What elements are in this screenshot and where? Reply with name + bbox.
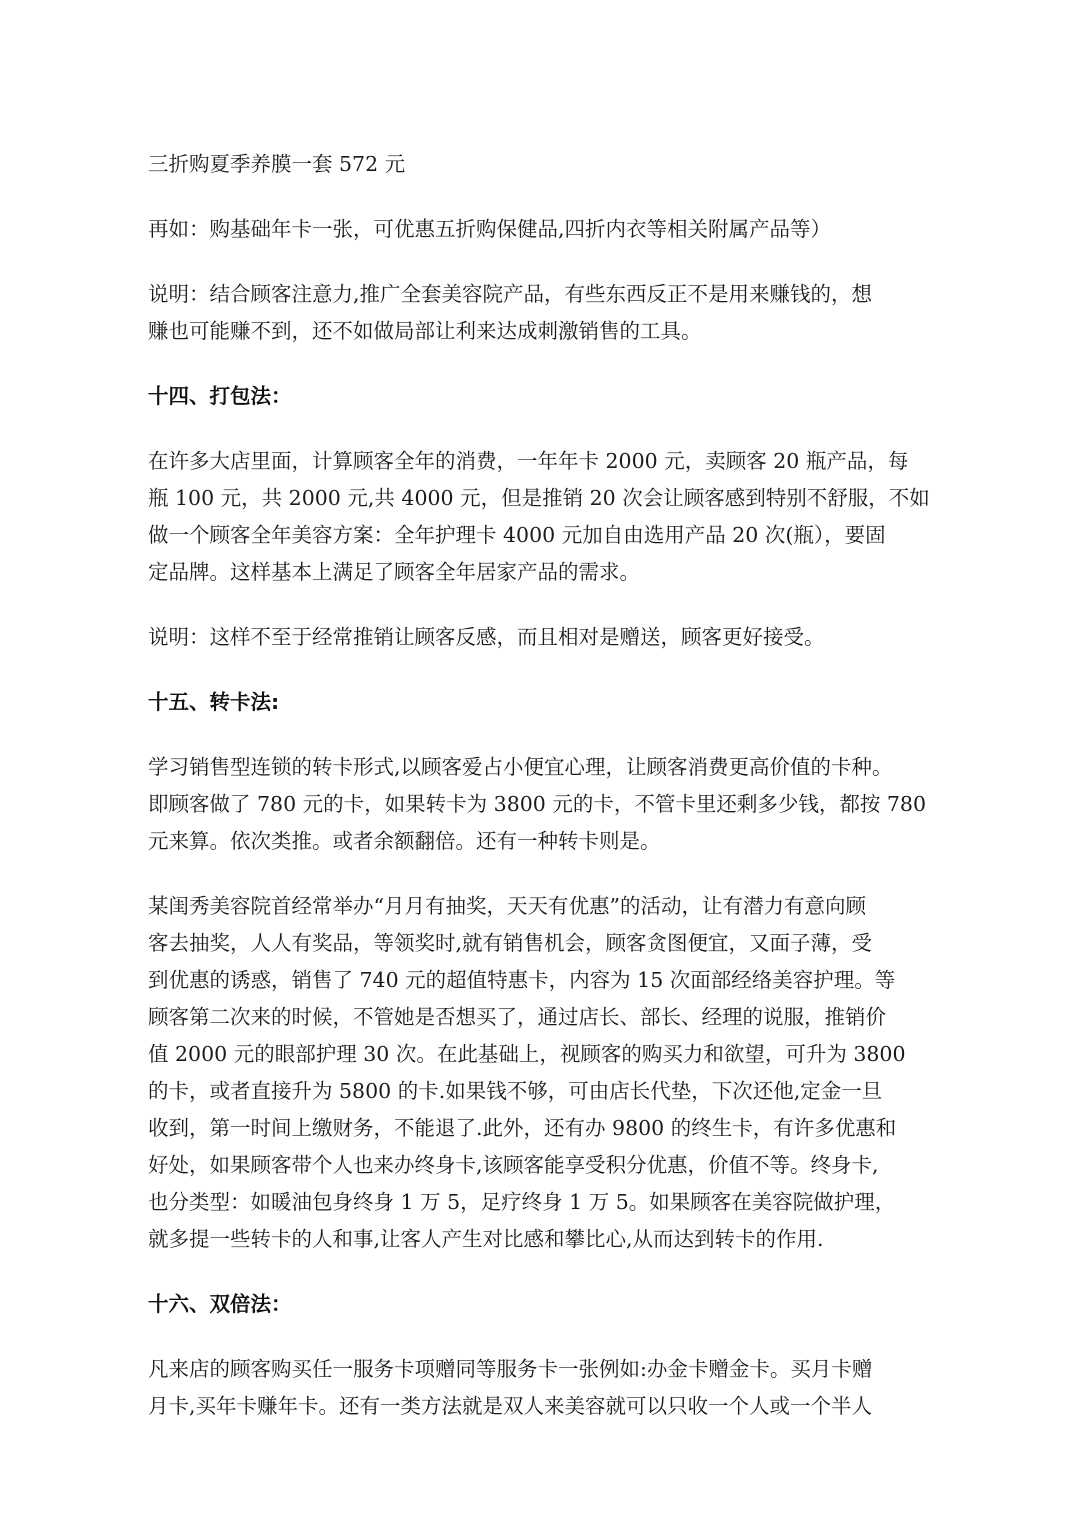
text-line: 说明：这样不至于经常推销让顾客反感，而且相对是赠送，顾客更好接受。: [148, 625, 825, 649]
text-line: 凡来店的顾客购买任一服务卡项赠同等服务卡一张例如:办金卡赠金卡。买月卡赠: [148, 1357, 873, 1381]
section-heading-bundle-method: [148, 378, 938, 415]
document-body: [148, 146, 938, 1453]
text-line: 说明：结合顾客注意力,推广全套美容院产品，有些东西反正不是用来赚钱的，想: [148, 282, 873, 306]
section-heading-card-transfer-method: [148, 684, 938, 721]
text-line: 顾客第二次来的时候，不管她是否想买了，通过店长、部长、经理的说服，推销价: [148, 1005, 886, 1029]
section-heading-double-method: [148, 1286, 938, 1323]
text-line: 再如：购基础年卡一张，可优惠五折购保健品,四折内衣等相关附属产品等）: [148, 217, 832, 241]
text-line: 值 2000 元的眼部护理 30 次。在此基础上，视顾客的购买力和欲望，可升为 3800: [148, 1042, 906, 1066]
text-line: 客去抽奖，人人有奖品，等领奖时,就有销售机会，顾客贪图便宜，又面子薄，受: [148, 931, 873, 955]
text-line: 瓶 100 元，共 2000 元,共 4000 元，但是推销 20 次会让顾客感到特别不舒服，不如: [148, 486, 930, 510]
text-line: 学习销售型连锁的转卡形式,以顾客爱占小便宜心理，让顾客消费更高价值的卡种。: [148, 755, 893, 779]
heading-text: 十五、转卡法:: [148, 690, 280, 714]
text-line: 三折购夏季养膜一套 572 元: [148, 152, 406, 176]
text-line: 月卡,买年卡赚年卡。还有一类方法就是双人来美容就可以只收一个人或一个半人: [148, 1394, 873, 1418]
text-line: 的卡，或者直接升为 5800 的卡.如果钱不够，可由店长代垫，下次还他,定金一旦: [148, 1079, 883, 1103]
paragraph-explanation-1: [148, 276, 938, 350]
text-line: 元来算。依次类推。或者余额翻倍。还有一种转卡则是。: [148, 829, 661, 853]
paragraph-bundle-method: [148, 443, 938, 591]
heading-text: 十四、打包法：: [148, 384, 292, 408]
text-line: 某闺秀美容院首经常举办“月月有抽奖，天天有优惠”的活动，让有潜力有意向顾: [148, 894, 866, 918]
text-line: 定品牌。这样基本上满足了顾客全年居家产品的需求。: [148, 560, 640, 584]
paragraph-explanation-2: [148, 619, 938, 656]
text-line: 做一个顾客全年美容方案：全年护理卡 4000 元加自由选用产品 20 次(瓶），要固: [148, 523, 886, 547]
text-line: 也分类型：如暖油包身终身 1 万 5，足疗终身 1 万 5。如果顾客在美容院做护理，: [148, 1190, 896, 1214]
text-line: 收到，第一时间上缴财务，不能退了.此外，还有办 9800 的终生卡，有许多优惠和: [148, 1116, 897, 1140]
text-line: 到优惠的诱惑，销售了 740 元的超值特惠卡，内容为 15 次面部经络美容护理。等: [148, 968, 896, 992]
paragraph-double-method: [148, 1351, 938, 1425]
text-line: 好处，如果顾客带个人也来办终身卡,该顾客能享受积分优惠，价值不等。终身卡,: [148, 1153, 879, 1177]
paragraph-annual-card-example: [148, 211, 938, 248]
paragraph-card-transfer-case: [148, 888, 938, 1258]
text-line: 就多提一些转卡的人和事,让客人产生对比感和攀比心,从而达到转卡的作用.: [148, 1227, 824, 1251]
text-line: 即顾客做了 780 元的卡，如果转卡为 3800 元的卡，不管卡里还剩多少钱，都按 780: [148, 792, 927, 816]
text-line: 赚也可能赚不到，还不如做局部让利来达成刺激销售的工具。: [148, 319, 702, 343]
heading-text: 十六、双倍法：: [148, 1292, 292, 1316]
paragraph-summer-mask-offer: [148, 146, 938, 183]
paragraph-card-transfer-method: [148, 749, 938, 860]
text-line: 在许多大店里面，计算顾客全年的消费，一年年卡 2000 元，卖顾客 20 瓶产品，每: [148, 449, 909, 473]
